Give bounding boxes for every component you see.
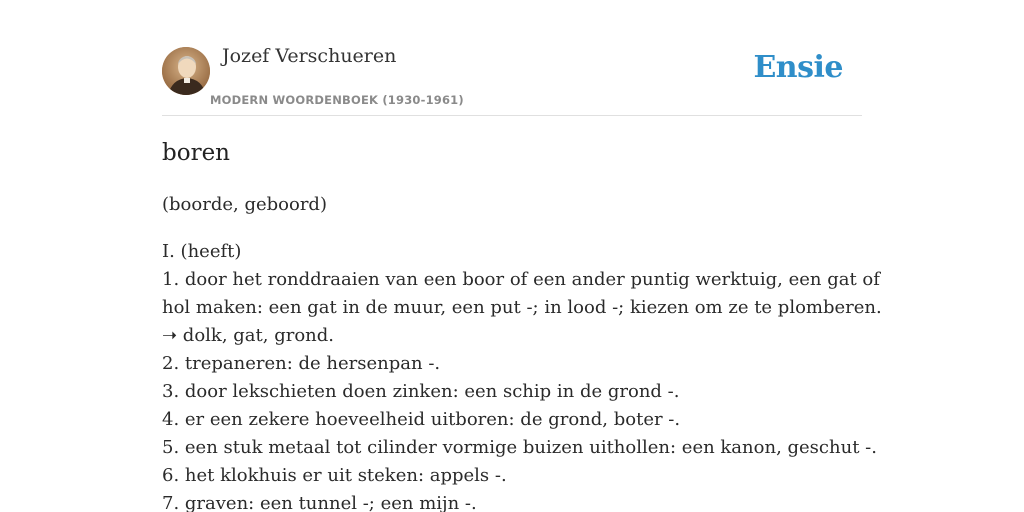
entry-card: [162, 0, 882, 512]
definition-line: 7. graven: een tunnel -; een mijn -.: [162, 493, 477, 512]
inflected-forms: (boorde, geboord): [162, 194, 327, 215]
definition-line: 6. het klokhuis er uit steken: appels -.: [162, 465, 507, 486]
definition-line: 5. een stuk metaal tot cilinder vormige buizen uithollen: een kanon, geschut -.: [162, 437, 877, 458]
definition-line: 1. door het ronddraaien van een boor of een ander puntig werktuig, een gat of: [162, 269, 880, 290]
definition-line: 2. trepaneren: de hersenpan -.: [162, 353, 441, 374]
definition-body: [162, 238, 882, 512]
definition-line: 3. door lekschieten doen zinken: een schip in de grond -.: [162, 381, 680, 402]
definition-line: ➝ dolk, gat, grond.: [162, 325, 335, 346]
definition-line: I. (heeft): [162, 241, 242, 262]
author-avatar[interactable]: [162, 47, 210, 95]
author-portrait-icon: [162, 47, 210, 95]
header-divider: [162, 115, 862, 116]
author-name[interactable]: Jozef Verschueren: [222, 45, 397, 67]
definition-line: hol maken: een gat in de muur, een put -; in lood -; kiezen om ze te plomberen.: [162, 297, 882, 318]
headword: boren: [162, 140, 230, 166]
definition-line: 4. er een zekere hoeveelheid uitboren: de grond, boter -.: [162, 409, 681, 430]
brand-logo[interactable]: Ensie: [753, 50, 843, 85]
source-title[interactable]: MODERN WOORDENBOEK (1930-1961): [210, 93, 464, 107]
